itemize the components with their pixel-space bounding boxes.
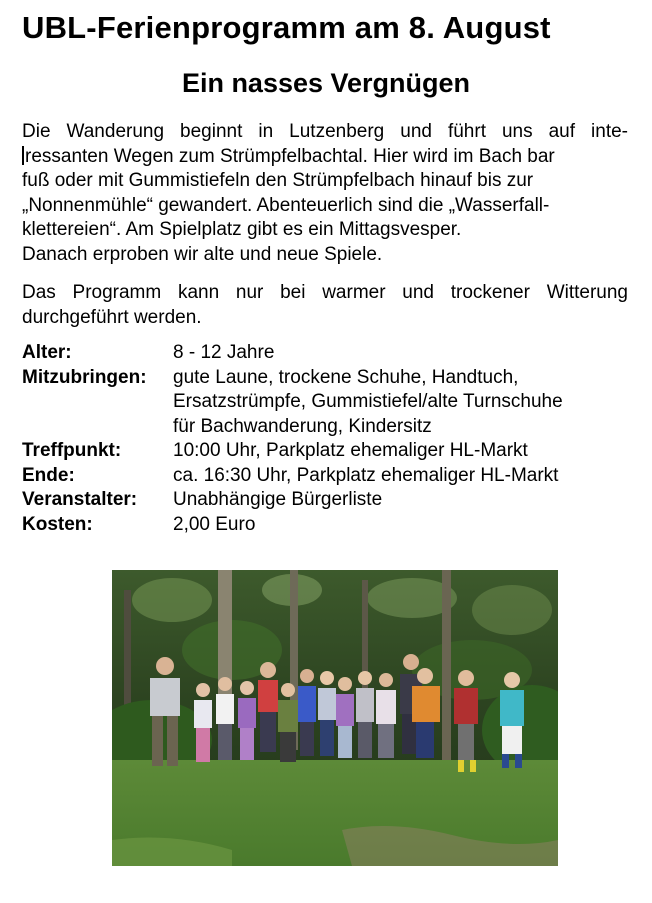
info-label: Veranstalter: <box>22 489 138 510</box>
paragraph-line: Das Programm kann nur bei warmer und trockener Witterung <box>22 282 628 303</box>
page-subtitle: Ein nasses Vergnügen <box>181 68 471 98</box>
paragraph-line: Danach erproben wir alte und neue Spiele. <box>22 243 383 265</box>
info-value <box>173 366 563 440</box>
info-value <box>173 464 558 489</box>
paragraph-line: fuß oder mit Gummistiefeln den Strümpfelbach hinauf bis zur <box>22 170 534 191</box>
info-value-line: Unabhängige Bürgerliste <box>173 489 383 510</box>
info-value-line: 10:00 Uhr, Parkplatz ehemaliger HL-Markt <box>173 440 528 461</box>
info-value <box>173 488 382 513</box>
group-photo <box>112 570 558 866</box>
info-table <box>22 341 563 537</box>
info-label: Mitzubringen: <box>22 366 147 388</box>
info-value-line: 2,00 Euro <box>173 513 256 535</box>
info-row-treffpunkt <box>22 439 563 464</box>
description-paragraph <box>22 120 628 267</box>
text-cursor <box>22 146 24 165</box>
page-title: UBL-Ferienprogramm am 8. August <box>22 10 551 45</box>
info-value-line: Ersatzstrümpfe, Gummistiefel/alte Turnschuhe <box>173 391 563 412</box>
paragraph-line: durchgeführt werden. <box>22 306 202 328</box>
paragraph-line: ressanten Wegen zum Strümpfelbachtal. Hier wird im Bach bar <box>25 145 555 167</box>
paragraph-line: „Nonnenmühle“ gewandert. Abenteuerlich sind die „Wasserfall- <box>22 194 550 216</box>
info-row-veranstalter <box>22 488 563 513</box>
info-label: Treffpunkt: <box>22 440 122 461</box>
info-row-mitzubringen <box>22 366 563 440</box>
paragraph-line-with-cursor <box>22 145 628 170</box>
info-label: Alter: <box>22 342 72 363</box>
paragraph-line: Die Wanderung beginnt in Lutzenberg und führt uns auf inte- <box>22 121 628 142</box>
info-row-kosten <box>22 513 563 538</box>
info-row-alter <box>22 341 563 366</box>
info-label: Ende: <box>22 464 75 486</box>
info-value <box>173 341 274 366</box>
info-value-line: 8 - 12 Jahre <box>173 342 275 363</box>
info-label: Kosten: <box>22 513 93 535</box>
info-value-line: gute Laune, trockene Schuhe, Handtuch, <box>173 366 519 388</box>
info-value-line: für Bachwanderung, Kindersitz <box>173 415 432 437</box>
info-value <box>173 439 528 464</box>
info-value <box>173 513 255 538</box>
info-row-ende <box>22 464 563 489</box>
paragraph-line: klettereien“. Am Spielplatz gibt es ein Mittagsvesper. <box>22 219 462 240</box>
weather-note-paragraph <box>22 281 628 330</box>
info-value-line: ca. 16:30 Uhr, Parkplatz ehemaliger HL-Markt <box>173 464 559 486</box>
